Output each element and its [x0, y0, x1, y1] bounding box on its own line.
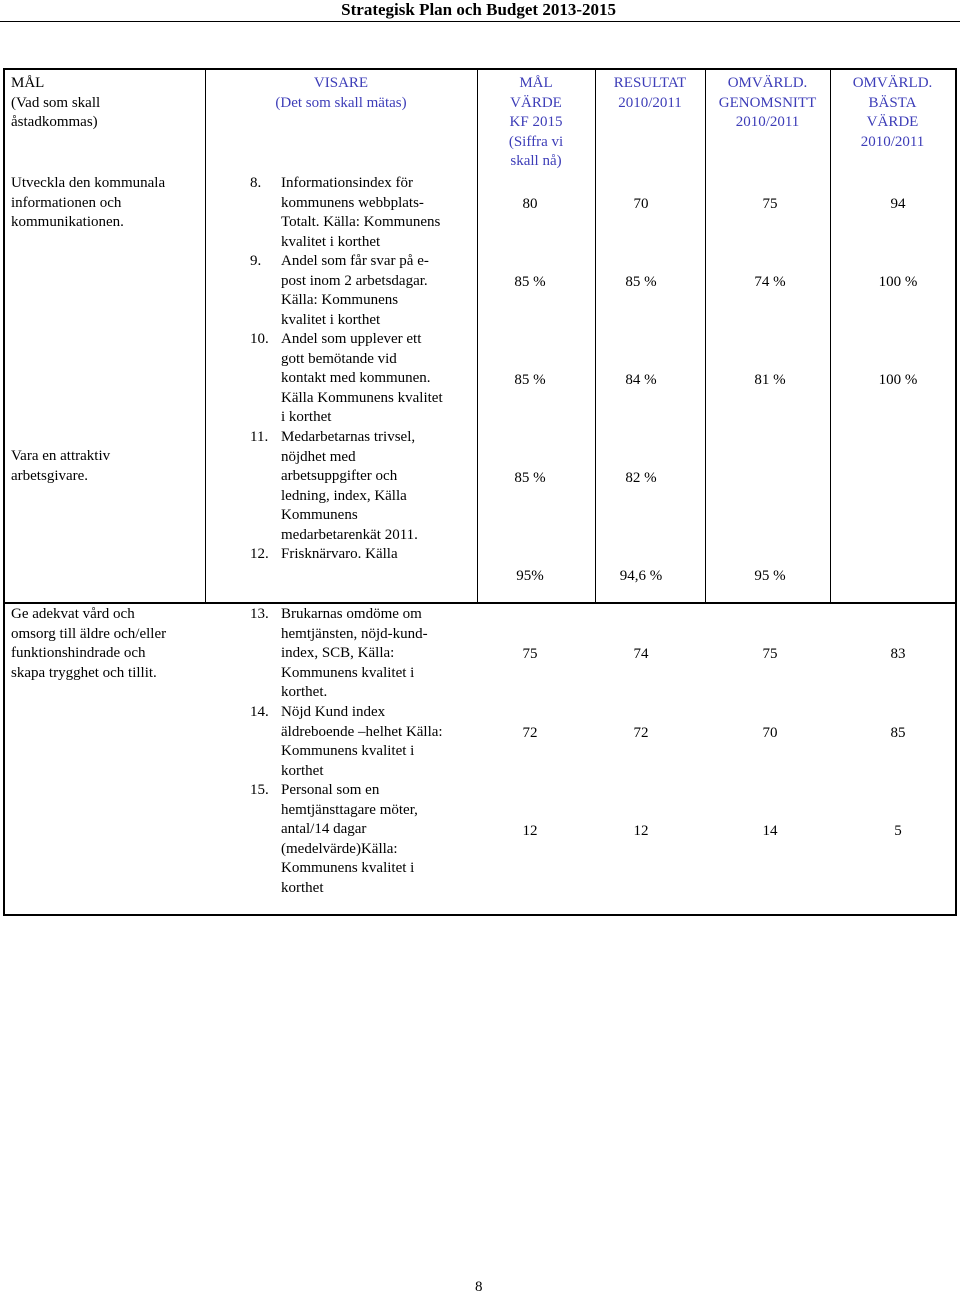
- indicator-line: kvalitet i korthet: [281, 311, 381, 328]
- header-basta-line: BÄSTA: [868, 94, 917, 111]
- value-genomsnitt: 14: [762, 823, 778, 839]
- header-genomsnitt-line: 2010/2011: [735, 114, 800, 130]
- indicator-line: Kommunens: [281, 507, 358, 523]
- indicator-line: Källa Kommunens kvalitet: [281, 389, 443, 406]
- value-resultat: 70: [633, 196, 649, 212]
- indicator-line: Kommunens kvalitet i: [281, 860, 415, 876]
- indicator-line: Informationsindex för: [281, 175, 414, 191]
- indicator-number: 9.: [250, 253, 262, 269]
- indicator-line: hemtjänsttagare möter,: [281, 801, 418, 818]
- column-divider: [595, 70, 596, 604]
- indicator-line: Andel som upplever ett: [281, 331, 422, 347]
- indicator-line: Nöjd Kund index: [281, 704, 386, 720]
- indicator-line: Kommunens kvalitet i: [281, 743, 415, 759]
- indicator-text: [281, 605, 428, 703]
- value-malvarde: 12: [522, 823, 538, 839]
- goals-table: [3, 68, 957, 916]
- goal-line: informationen och: [11, 194, 122, 211]
- goal-communication: [11, 174, 203, 233]
- indicator-line: Frisknärvaro. Källa: [281, 546, 398, 562]
- goal-line: Vara en attraktiv: [11, 448, 111, 464]
- indicator-line: Brukarnas omdöme om: [281, 606, 422, 622]
- indicator-line: hemtjänsten, nöjd-kund-: [281, 625, 428, 642]
- value-basta: 83: [890, 646, 906, 662]
- indicator-text: [281, 545, 398, 565]
- header-malvarde-line: MÅL: [519, 75, 553, 91]
- value-basta: 94: [890, 196, 906, 212]
- header-malvarde-line: VÄRDE: [510, 94, 562, 111]
- indicator-line: kommunens webbplats-: [281, 194, 424, 211]
- header-rule: [0, 21, 960, 23]
- header-malvarde: [477, 74, 595, 172]
- value-resultat: 72: [633, 725, 649, 741]
- indicator-text: [281, 330, 443, 428]
- value-genomsnitt: 75: [762, 196, 778, 212]
- value-genomsnitt: 81 %: [754, 372, 786, 388]
- indicator-number: 10.: [250, 331, 269, 347]
- indicator-line: gott bemötande vid: [281, 350, 397, 367]
- indicator-line: äldreboende –helhet Källa:: [281, 723, 443, 740]
- indicator-text: [281, 703, 443, 781]
- goal-line: Ge adekvat vård och: [11, 606, 135, 622]
- goal-elderly-care: [11, 605, 203, 683]
- header-genomsnitt: [705, 74, 830, 133]
- indicator-line: post inom 2 arbetsdagar.: [281, 272, 428, 289]
- value-malvarde: 80: [522, 196, 538, 212]
- value-resultat: 82 %: [625, 470, 657, 486]
- value-basta: 100 %: [878, 372, 918, 388]
- value-resultat: 84 %: [625, 372, 657, 388]
- goal-line: funktionshindrade och: [11, 645, 146, 661]
- indicator-line: Medarbetarnas trivsel,: [281, 429, 416, 445]
- goal-line: arbetsgivare.: [11, 467, 89, 484]
- value-malvarde: 72: [522, 725, 538, 741]
- value-malvarde: 95%: [516, 568, 544, 584]
- indicator-line: antal/14 dagar: [281, 821, 367, 837]
- indicator-text: [281, 428, 418, 545]
- value-malvarde: 85 %: [514, 470, 546, 486]
- indicator-line: korthet: [281, 762, 324, 779]
- document-title: Strategisk Plan och Budget 2013-2015: [341, 0, 616, 19]
- indicator-text: [281, 174, 440, 252]
- header-visare-line: VISARE: [313, 75, 369, 91]
- indicator-line: i korthet: [281, 409, 332, 425]
- page-number: 8: [475, 1279, 483, 1295]
- indicator-line: Totalt. Källa: Kommunens: [281, 214, 441, 230]
- value-malvarde: 85 %: [514, 274, 546, 290]
- indicator-line: Kommunens kvalitet i: [281, 664, 415, 681]
- header-genomsnitt-line: GENOMSNITT: [718, 94, 817, 111]
- indicator-line: index, SCB, Källa:: [281, 645, 395, 661]
- value-basta: 5: [894, 823, 902, 839]
- column-divider: [705, 70, 706, 604]
- section-divider: [5, 602, 955, 604]
- goal-employer: [11, 447, 203, 486]
- value-genomsnitt: 74 %: [754, 274, 786, 290]
- goal-line: omsorg till äldre och/eller: [11, 625, 167, 642]
- indicator-line: nöjdhet med: [281, 448, 356, 465]
- header-resultat-line: 2010/2011: [618, 94, 682, 111]
- indicator-text: [281, 781, 418, 898]
- header-basta-line: 2010/2011: [860, 133, 925, 150]
- indicator-number: 14.: [250, 704, 269, 720]
- header-basta: [830, 74, 955, 152]
- header-mal-line: MÅL: [11, 75, 45, 91]
- indicator-line: Källa: Kommunens: [281, 292, 399, 308]
- header-genomsnitt-line: OMVÄRLD.: [727, 75, 808, 91]
- value-genomsnitt: 95 %: [754, 568, 786, 584]
- indicator-line: korthet: [281, 879, 324, 896]
- header-mal: [11, 74, 201, 133]
- indicator-line: kvalitet i korthet: [281, 233, 381, 250]
- value-basta: 100 %: [878, 274, 918, 290]
- header-basta-line: OMVÄRLD.: [852, 75, 933, 91]
- value-malvarde: 75: [522, 646, 538, 662]
- value-resultat: 85 %: [625, 274, 657, 290]
- header-malvarde-line: KF 2015: [509, 114, 563, 130]
- indicator-number: 11.: [250, 429, 269, 445]
- header-malvarde-line: skall nå): [510, 153, 562, 169]
- header-malvarde-line: (Siffra vi: [508, 133, 564, 150]
- header-visare-line: (Det som skall mätas): [275, 94, 407, 111]
- header-basta-line: VÄRDE: [866, 114, 919, 130]
- indicator-text: [281, 252, 429, 330]
- indicator-line: arbetsuppgifter och: [281, 468, 398, 484]
- header-resultat-line: RESULTAT: [613, 75, 687, 91]
- indicator-line: medarbetarenkät 2011.: [281, 526, 418, 543]
- indicator-line: kontakt med kommunen.: [281, 370, 431, 386]
- header-visare: [205, 74, 477, 113]
- indicator-line: ledning, index, Källa: [281, 487, 407, 504]
- value-genomsnitt: 70: [762, 725, 778, 741]
- goal-line: Utveckla den kommunala: [11, 175, 166, 191]
- indicator-line: Andel som får svar på e-: [281, 253, 429, 269]
- indicator-number: 12.: [250, 546, 269, 562]
- indicator-number: 13.: [250, 606, 269, 622]
- indicator-line: (medelvärde)Källa:: [281, 840, 398, 857]
- indicator-line: korthet.: [281, 684, 328, 700]
- value-genomsnitt: 75: [762, 646, 778, 662]
- goal-line: kommunikationen.: [11, 214, 124, 230]
- indicator-line: Personal som en: [281, 782, 380, 798]
- value-resultat: 74: [633, 646, 649, 662]
- value-resultat: 12: [633, 823, 649, 839]
- header-mal-line: åstadkommas): [11, 114, 98, 130]
- column-divider: [205, 70, 206, 604]
- indicator-number: 15.: [250, 782, 269, 798]
- header-resultat: [595, 74, 705, 113]
- header-mal-line: (Vad som skall: [11, 94, 101, 111]
- value-basta: 85: [890, 725, 906, 741]
- value-resultat: 94,6 %: [619, 568, 663, 584]
- indicator-number: 8.: [250, 175, 262, 191]
- value-malvarde: 85 %: [514, 372, 546, 388]
- goal-line: skapa trygghet och tillit.: [11, 664, 157, 681]
